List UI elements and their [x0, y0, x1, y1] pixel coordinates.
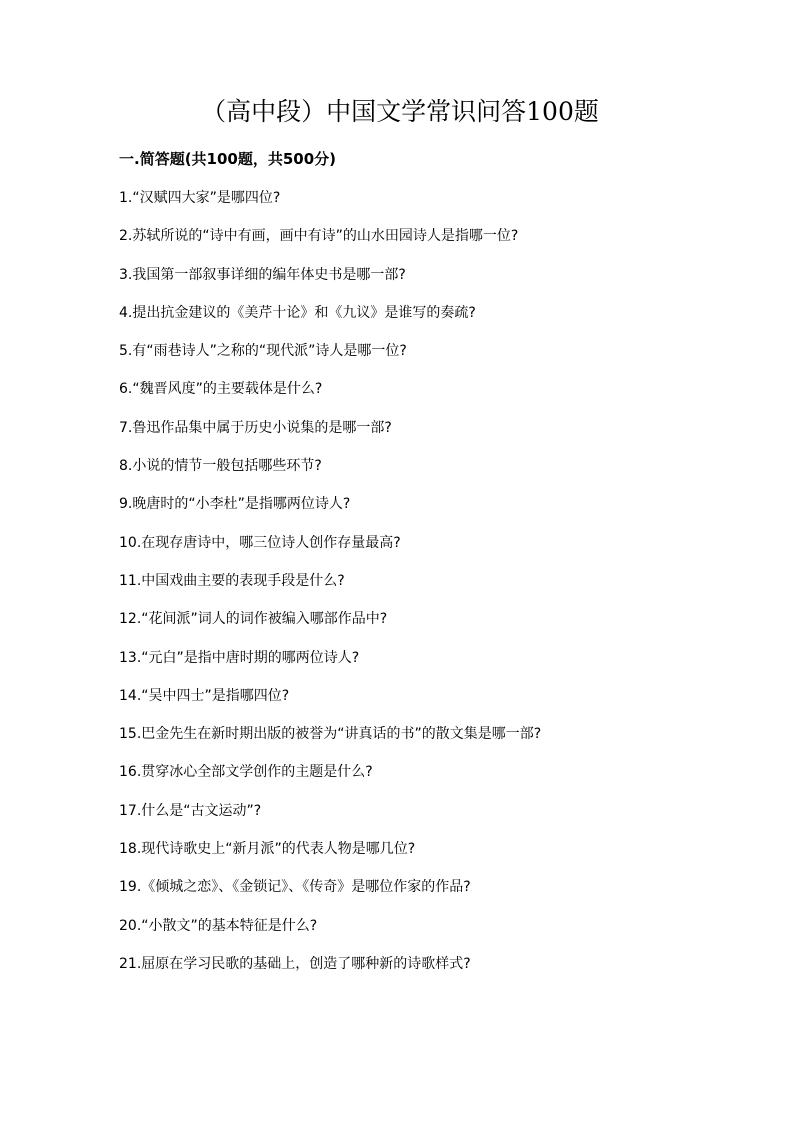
question-item: 3.我国第一部叙事详细的编年体史书是哪一部?	[119, 266, 406, 283]
question-item: 19.《倾城之恋》、《金锁记》、《传奇》是哪位作家的作品?	[119, 879, 471, 896]
question-item: 17.什么是“古文运动”?	[119, 802, 262, 819]
question-item: 5.有“雨巷诗人”之称的“现代派”诗人是哪一位?	[119, 343, 407, 360]
question-item: 20.“小散文”的基本特征是什么?	[119, 917, 318, 934]
question-item: 14.“吴中四士”是指哪四位?	[119, 687, 290, 704]
question-item: 16.贯穿冰心全部文学创作的主题是什么?	[119, 764, 373, 781]
question-item: 6.“魏晋风度”的主要载体是什么?	[119, 381, 323, 398]
question-item: 8.小说的情节一般包括哪些环节?	[119, 458, 322, 475]
question-item: 18.现代诗歌史上“新月派”的代表人物是哪几位?	[119, 841, 416, 858]
question-item: 10.在现存唐诗中，哪三位诗人创作存量最高?	[119, 534, 401, 551]
question-item: 2.苏轼所说的“诗中有画，画中有诗”的山水田园诗人是指哪一位?	[119, 228, 519, 245]
question-item: 9.晚唐时的“小李杜”是指哪两位诗人?	[119, 496, 351, 513]
question-item: 1.“汉赋四大家”是哪四位?	[119, 190, 281, 206]
question-item: 21.屈原在学习民歌的基础上，创造了哪种新的诗歌样式?	[119, 955, 471, 972]
question-item: 12.“花间派”词人的词作被编入哪部作品中?	[119, 611, 388, 628]
question-item: 15.巴金先生在新时期出版的被誉为“讲真话的书”的散文集是哪一部?	[119, 726, 542, 743]
section-heading: 一.简答题(共100题，共500分)	[119, 150, 337, 168]
question-list	[119, 188, 769, 992]
question-item: 4.提出抗金建议的《美芹十论》和《九议》是谁写的奏疏?	[119, 304, 476, 321]
question-item: 7.鲁迅作品集中属于历史小说集的是哪一部?	[119, 419, 392, 436]
page-title: （高中段）中国文学常识问答100题	[201, 97, 599, 126]
question-item: 13.“元白”是指中唐时期的哪两位诗人?	[119, 649, 360, 666]
question-item: 11.中国戏曲主要的表现手段是什么?	[119, 572, 345, 589]
